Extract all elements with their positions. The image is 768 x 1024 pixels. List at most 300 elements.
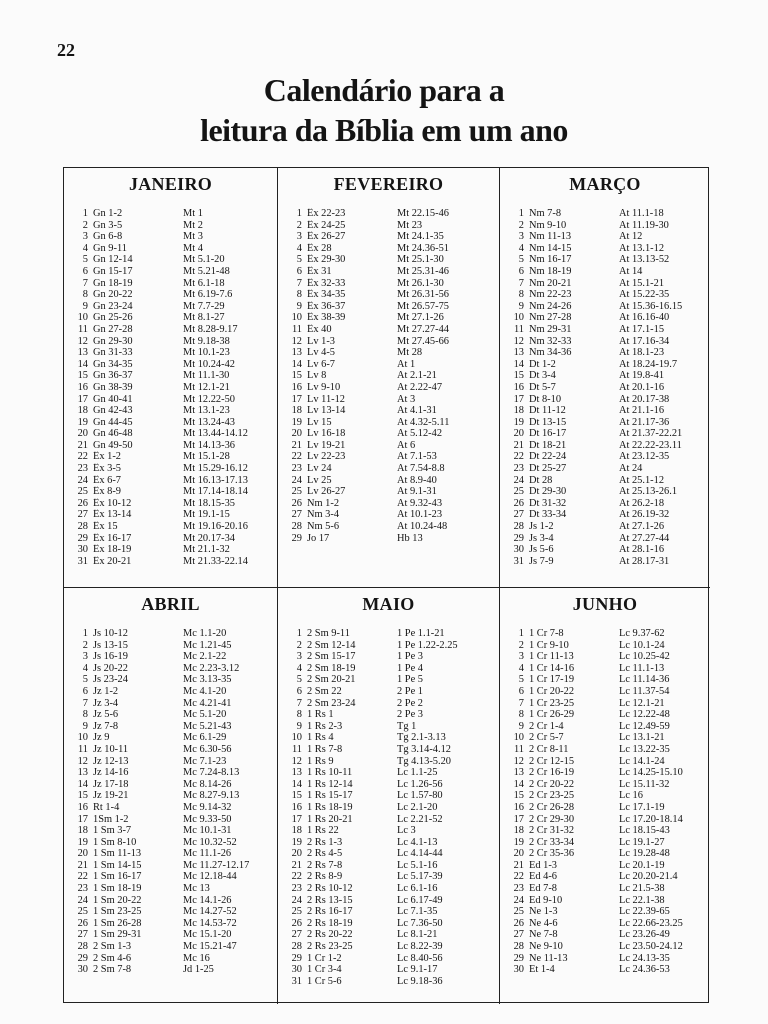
day-number: 30 xyxy=(513,964,524,976)
reading-new-testament: Mt 12.1-21 xyxy=(183,381,230,393)
reading-old-testament: Ed 1-3 xyxy=(529,859,557,871)
reading-old-testament: 1 Sm 3-7 xyxy=(93,825,132,837)
reading-new-testament: Mt 8.1-27 xyxy=(183,312,225,324)
reading-row xyxy=(506,533,708,545)
reading-new-testament: Lc 19.1-27 xyxy=(619,836,665,848)
reading-old-testament: Nm 16-17 xyxy=(529,254,572,266)
reading-row xyxy=(70,509,275,521)
reading-old-testament: 1 Rs 12-14 xyxy=(307,778,353,790)
day-number: 20 xyxy=(77,428,88,440)
reading-row xyxy=(284,663,497,675)
reading-old-testament: 2 Rs 7-8 xyxy=(307,859,343,871)
reading-old-testament: Gn 1-2 xyxy=(93,208,123,219)
reading-old-testament: Gn 34-35 xyxy=(93,358,133,370)
reading-new-testament: At 25.1-12 xyxy=(619,474,665,486)
reading-row xyxy=(506,405,708,417)
day-number: 29 xyxy=(513,952,524,964)
reading-old-testament: 2 Cr 5-7 xyxy=(529,732,564,744)
day-number: 21 xyxy=(513,439,524,451)
reading-row xyxy=(284,440,497,452)
reading-new-testament: Lc 22.39-65 xyxy=(619,906,670,918)
day-number: 1 xyxy=(82,628,88,639)
day-number: 9 xyxy=(518,720,524,732)
day-number: 12 xyxy=(513,755,524,767)
reading-row xyxy=(70,254,275,266)
reading-new-testament: Lc 10.1-24 xyxy=(619,639,665,651)
reading-old-testament: Gn 25-26 xyxy=(93,312,133,324)
reading-old-testament: 2 Rs 1-3 xyxy=(307,836,343,848)
reading-list xyxy=(506,628,708,976)
month-panel-janeiro xyxy=(64,168,278,588)
reading-row xyxy=(70,964,275,976)
reading-old-testament: 1 Sm 23-25 xyxy=(93,906,142,918)
day-number: 21 xyxy=(77,859,88,871)
reading-row xyxy=(284,744,497,756)
reading-new-testament: Lc 3 xyxy=(397,825,416,837)
reading-old-testament: 1Sm 1-2 xyxy=(93,813,129,825)
reading-old-testament: 2 Cr 29-30 xyxy=(529,813,575,825)
day-number: 10 xyxy=(513,732,524,744)
day-number: 28 xyxy=(513,941,524,953)
reading-row xyxy=(70,266,275,278)
reading-old-testament: Jz 19-21 xyxy=(93,790,129,802)
reading-row xyxy=(506,451,708,463)
reading-old-testament: Lv 24 xyxy=(307,463,332,475)
reading-row xyxy=(506,544,708,556)
reading-row xyxy=(284,941,497,953)
reading-row xyxy=(506,953,708,965)
day-number: 19 xyxy=(513,836,524,848)
day-number: 29 xyxy=(291,952,302,964)
reading-new-testament: Mt 17.14-18.14 xyxy=(183,486,248,498)
reading-old-testament: Êx 31 xyxy=(307,265,332,277)
reading-new-testament: At 28.1-16 xyxy=(619,544,665,556)
day-number: 11 xyxy=(513,743,524,755)
reading-row xyxy=(506,906,708,918)
day-number: 3 xyxy=(518,231,524,243)
reading-old-testament: 2 Cr 33-34 xyxy=(529,836,575,848)
reading-old-testament: Lv 22-23 xyxy=(307,451,346,463)
reading-row xyxy=(70,533,275,545)
reading-old-testament: Lv 8 xyxy=(307,370,327,382)
reading-row xyxy=(70,475,275,487)
month-title: FEVEREIRO xyxy=(333,174,444,194)
reading-new-testament: Mt 21.33-22.14 xyxy=(183,555,248,567)
reading-row xyxy=(506,301,708,313)
reading-row xyxy=(70,779,275,791)
reading-new-testament: Mt 28 xyxy=(397,347,423,359)
reading-old-testament: Lv 25 xyxy=(307,474,332,486)
reading-new-testament: Lc 23.50-24.12 xyxy=(619,941,683,953)
day-number: 7 xyxy=(82,277,88,289)
reading-new-testament: Mc 2.23-3.12 xyxy=(183,662,240,674)
reading-new-testament: Mt 14.13-36 xyxy=(183,439,235,451)
reading-new-testament: Mt 13.44-14.12 xyxy=(183,428,248,440)
reading-new-testament: Lc 10.25-42 xyxy=(619,651,670,663)
day-number: 16 xyxy=(513,381,524,393)
day-number: 15 xyxy=(513,370,524,382)
reading-new-testament: At 20.1-16 xyxy=(619,381,665,393)
reading-old-testament: Gn 23-24 xyxy=(93,300,133,312)
reading-new-testament: Lc 17.20-18.14 xyxy=(619,813,683,825)
day-number: 28 xyxy=(291,521,302,533)
day-number: 7 xyxy=(82,697,88,709)
reading-row xyxy=(506,394,708,406)
reading-row xyxy=(70,883,275,895)
day-number: 16 xyxy=(77,381,88,393)
reading-old-testament: Lv 1-3 xyxy=(307,335,335,347)
reading-row xyxy=(506,628,708,640)
day-number: 17 xyxy=(513,813,524,825)
day-number: 4 xyxy=(296,662,302,674)
reading-row xyxy=(70,220,275,232)
reading-old-testament: Êx 36-37 xyxy=(307,300,346,312)
day-number: 28 xyxy=(291,941,302,953)
reading-old-testament: Nm 32-33 xyxy=(529,335,572,347)
reading-row xyxy=(284,336,497,348)
reading-row xyxy=(506,324,708,336)
reading-new-testament: Mt 19.16-20.16 xyxy=(183,521,248,533)
day-number: 1 xyxy=(518,208,524,219)
reading-new-testament: Tg 4.13-5.20 xyxy=(397,755,451,767)
reading-row xyxy=(284,779,497,791)
reading-new-testament: Tg 2.1-3.13 xyxy=(397,732,446,744)
reading-new-testament: At 5.12-42 xyxy=(397,428,443,440)
reading-new-testament: Lc 1.1-25 xyxy=(397,767,438,779)
reading-new-testament: At 26.19-32 xyxy=(619,509,670,521)
day-number: 29 xyxy=(291,532,302,544)
day-number: 1 xyxy=(296,628,302,639)
reading-new-testament: Mt 5.1-20 xyxy=(183,254,225,266)
reading-row xyxy=(506,278,708,290)
reading-new-testament: Lc 9.18-36 xyxy=(397,975,443,987)
month-panel-marco xyxy=(500,168,710,588)
reading-new-testament: At 9.1-31 xyxy=(397,486,437,498)
day-number: 25 xyxy=(77,906,88,918)
day-number: 11 xyxy=(513,323,524,335)
reading-row xyxy=(506,336,708,348)
day-number: 19 xyxy=(291,416,302,428)
reading-row xyxy=(506,709,708,721)
day-number: 12 xyxy=(513,335,524,347)
day-number: 23 xyxy=(291,463,302,475)
reading-row xyxy=(70,243,275,255)
reading-row xyxy=(506,929,708,941)
reading-row xyxy=(284,860,497,872)
reading-row xyxy=(284,709,497,721)
reading-old-testament: Nm 3-4 xyxy=(307,509,340,521)
reading-new-testament: Lc 23.26-49 xyxy=(619,929,670,941)
day-number: 16 xyxy=(77,801,88,813)
reading-new-testament: Mt 13.24-43 xyxy=(183,416,235,428)
reading-old-testament: Êx 6-7 xyxy=(93,474,121,486)
reading-old-testament: Dt 11-12 xyxy=(529,405,566,417)
day-number: 14 xyxy=(291,778,302,790)
reading-new-testament: At 13.1-12 xyxy=(619,242,665,254)
reading-new-testament: Lc 2.21-52 xyxy=(397,813,443,825)
day-number: 2 xyxy=(82,219,88,231)
reading-new-testament: At 26.2-18 xyxy=(619,497,665,509)
day-number: 11 xyxy=(291,743,302,755)
day-number: 23 xyxy=(291,883,302,895)
reading-row xyxy=(284,732,497,744)
reading-new-testament: Mc 10.1-31 xyxy=(183,825,232,837)
reading-old-testament: 1 Rs 1 xyxy=(307,709,334,721)
reading-row xyxy=(70,440,275,452)
reading-new-testament: Lc 22.1-38 xyxy=(619,894,665,906)
reading-old-testament: 1 Sm 20-22 xyxy=(93,894,142,906)
reading-row xyxy=(506,686,708,698)
reading-row xyxy=(70,814,275,826)
reading-new-testament: Lc 11.14-36 xyxy=(619,674,670,686)
reading-old-testament: 1 Cr 7-8 xyxy=(529,628,564,639)
day-number: 27 xyxy=(291,509,302,521)
reading-row xyxy=(284,628,497,640)
day-number: 17 xyxy=(77,393,88,405)
day-number: 15 xyxy=(77,370,88,382)
reading-old-testament: Js 13-15 xyxy=(93,639,128,651)
page-title-line-2: leitura da Bíblia em um ano xyxy=(200,112,568,148)
reading-old-testament: Dt 3-4 xyxy=(529,370,556,382)
reading-old-testament: Êx 8-9 xyxy=(93,486,121,498)
reading-old-testament: Lv 6-7 xyxy=(307,358,335,370)
day-number: 8 xyxy=(518,289,524,301)
reading-old-testament: 2 Rs 8-9 xyxy=(307,871,343,883)
day-number: 25 xyxy=(513,906,524,918)
reading-row xyxy=(70,405,275,417)
reading-new-testament: At 4.1-31 xyxy=(397,405,437,417)
day-number: 13 xyxy=(513,767,524,779)
reading-new-testament: Mt 25.31-46 xyxy=(397,265,449,277)
reading-row xyxy=(284,370,497,382)
reading-row xyxy=(284,382,497,394)
reading-row xyxy=(284,918,497,930)
reading-row xyxy=(284,289,497,301)
month-panel-abril xyxy=(64,588,278,1004)
reading-new-testament: Lc 16 xyxy=(619,790,643,802)
reading-new-testament: Mc 2.1-22 xyxy=(183,651,227,663)
reading-new-testament: At 23.12-35 xyxy=(619,451,670,463)
day-number: 5 xyxy=(518,674,524,686)
reading-row xyxy=(70,312,275,324)
reading-new-testament: Lc 4.1-13 xyxy=(397,836,438,848)
reading-new-testament: 1 Pe 5 xyxy=(397,674,423,686)
reading-new-testament: Lc 7.36-50 xyxy=(397,917,443,929)
reading-old-testament: 2 Sm 12-14 xyxy=(307,639,356,651)
day-number: 18 xyxy=(513,825,524,837)
reading-new-testament: Mt 27.45-66 xyxy=(397,335,449,347)
reading-new-testament: Mt 26.1-30 xyxy=(397,277,444,289)
reading-new-testament: Mt 15.29-16.12 xyxy=(183,463,248,475)
reading-new-testament: Mc 10.32-52 xyxy=(183,836,237,848)
page-number: 22 xyxy=(57,40,75,60)
reading-new-testament: Mc 9.14-32 xyxy=(183,801,232,813)
reading-old-testament: Êx 1-2 xyxy=(93,451,121,463)
reading-old-testament: Ed 7-8 xyxy=(529,883,557,895)
reading-list xyxy=(284,208,497,544)
reading-new-testament: Mt 26.31-56 xyxy=(397,289,449,301)
day-number: 24 xyxy=(291,894,302,906)
reading-old-testament: Gn 27-28 xyxy=(93,323,133,335)
reading-row xyxy=(70,906,275,918)
reading-row xyxy=(506,289,708,301)
reading-old-testament: 1 Rs 4 xyxy=(307,732,334,744)
reading-old-testament: Js 1-2 xyxy=(529,521,554,533)
reading-new-testament: Mt 10.24-42 xyxy=(183,358,235,370)
day-number: 10 xyxy=(77,732,88,744)
reading-row xyxy=(284,756,497,768)
reading-row xyxy=(506,486,708,498)
reading-row xyxy=(284,698,497,710)
day-number: 14 xyxy=(77,778,88,790)
reading-row xyxy=(70,674,275,686)
day-number: 18 xyxy=(513,405,524,417)
reading-new-testament: Lc 5.1-16 xyxy=(397,859,438,871)
reading-row xyxy=(284,208,497,220)
day-number: 8 xyxy=(296,289,302,301)
reading-row xyxy=(506,848,708,860)
reading-new-testament: At 9.32-43 xyxy=(397,497,443,509)
reading-old-testament: Gn 6-8 xyxy=(93,231,123,243)
reading-row xyxy=(284,640,497,652)
reading-old-testament: Jz 7-8 xyxy=(93,720,119,732)
reading-new-testament: At 14 xyxy=(619,265,643,277)
day-number: 3 xyxy=(518,651,524,663)
day-number: 29 xyxy=(513,532,524,544)
reading-new-testament: At 15.22-35 xyxy=(619,289,670,301)
reading-new-testament: Mc 15.21-47 xyxy=(183,941,237,953)
reading-row xyxy=(70,767,275,779)
reading-row xyxy=(284,509,497,521)
day-number: 29 xyxy=(77,952,88,964)
reading-row xyxy=(70,359,275,371)
reading-new-testament: At 18.1-23 xyxy=(619,347,665,359)
day-number: 9 xyxy=(518,300,524,312)
reading-old-testament: Et 1-4 xyxy=(529,964,555,976)
day-number: 13 xyxy=(291,347,302,359)
reading-row xyxy=(70,628,275,640)
reading-row xyxy=(70,394,275,406)
reading-old-testament: Gn 42-43 xyxy=(93,405,133,417)
reading-row xyxy=(506,440,708,452)
reading-old-testament: 1 Rs 7-8 xyxy=(307,743,343,755)
reading-new-testament: At 15.36-16.15 xyxy=(619,300,683,312)
reading-row xyxy=(70,347,275,359)
reading-new-testament: At 10.1-23 xyxy=(397,509,443,521)
reading-row xyxy=(70,208,275,220)
reading-new-testament: Lc 24.36-53 xyxy=(619,964,670,976)
reading-row xyxy=(506,871,708,883)
day-number: 18 xyxy=(291,405,302,417)
reading-row xyxy=(506,417,708,429)
reading-new-testament: Mt 4 xyxy=(183,242,203,254)
reading-new-testament: At 19.8-41 xyxy=(619,370,665,382)
day-number: 3 xyxy=(296,651,302,663)
reading-new-testament: Mt 10.1-23 xyxy=(183,347,230,359)
reading-old-testament: Js 10-12 xyxy=(93,628,128,639)
day-number: 6 xyxy=(82,685,88,697)
reading-row xyxy=(506,941,708,953)
reading-new-testament: Lc 5.17-39 xyxy=(397,871,443,883)
reading-new-testament: Mc 4.21-41 xyxy=(183,697,232,709)
reading-row xyxy=(284,871,497,883)
reading-new-testament: At 27.27-44 xyxy=(619,532,670,544)
reading-row xyxy=(284,254,497,266)
reading-row xyxy=(284,312,497,324)
reading-row xyxy=(506,918,708,930)
reading-new-testament: Lc 22.66-23.25 xyxy=(619,917,683,929)
day-number: 25 xyxy=(513,486,524,498)
day-number: 2 xyxy=(518,639,524,651)
reading-row xyxy=(284,405,497,417)
reading-new-testament: At 7.54-8.8 xyxy=(397,463,445,475)
reading-new-testament: At 6 xyxy=(397,439,416,451)
reading-new-testament: At 10.24-48 xyxy=(397,521,448,533)
day-number: 2 xyxy=(296,219,302,231)
reading-old-testament: 1 Sm 11-13 xyxy=(93,848,142,860)
reading-old-testament: Ed 9-10 xyxy=(529,894,563,906)
reading-old-testament: Êx 13-14 xyxy=(93,509,132,521)
reading-row xyxy=(70,463,275,475)
day-number: 1 xyxy=(296,208,302,219)
reading-old-testament: Dt 1-2 xyxy=(529,358,556,370)
reading-row xyxy=(506,220,708,232)
reading-new-testament: Lc 12.49-59 xyxy=(619,720,670,732)
reading-new-testament: Lc 20.1-19 xyxy=(619,859,665,871)
reading-old-testament: 2 Cr 26-28 xyxy=(529,801,575,813)
day-number: 6 xyxy=(296,265,302,277)
day-number: 17 xyxy=(291,393,302,405)
reading-new-testament: Mt 6.1-18 xyxy=(183,277,225,289)
reading-new-testament: Mt 21.1-32 xyxy=(183,544,230,556)
day-number: 11 xyxy=(291,323,302,335)
reading-old-testament: 2 Rs 23-25 xyxy=(307,941,353,953)
reading-old-testament: 2 Cr 35-36 xyxy=(529,848,575,860)
reading-old-testament: 1 Rs 2-3 xyxy=(307,720,343,732)
reading-row xyxy=(284,324,497,336)
reading-row xyxy=(506,744,708,756)
day-number: 27 xyxy=(77,929,88,941)
reading-row xyxy=(284,359,497,371)
reading-old-testament: 1 Cr 1-2 xyxy=(307,952,342,964)
day-number: 26 xyxy=(291,917,302,929)
reading-old-testament: Gn 9-11 xyxy=(93,242,127,254)
reading-new-testament: Lc 15.11-32 xyxy=(619,778,670,790)
reading-new-testament: At 15.1-21 xyxy=(619,277,665,289)
reading-new-testament: Mt 19.1-15 xyxy=(183,509,230,521)
reading-new-testament: Lc 13.1-21 xyxy=(619,732,665,744)
reading-new-testament: At 21.37-22.21 xyxy=(619,428,683,440)
day-number: 9 xyxy=(82,720,88,732)
day-number: 10 xyxy=(291,732,302,744)
reading-row xyxy=(284,814,497,826)
month-title: JANEIRO xyxy=(128,174,213,194)
reading-row xyxy=(506,243,708,255)
reading-new-testament: Mc 11.27-12.17 xyxy=(183,859,250,871)
reading-old-testament: 2 Rs 20-22 xyxy=(307,929,353,941)
reading-new-testament: Lc 12.22-48 xyxy=(619,709,670,721)
reading-new-testament: Lc 18.15-43 xyxy=(619,825,670,837)
reading-old-testament: 1 Rs 10-11 xyxy=(307,767,353,779)
reading-old-testament: Nm 24-26 xyxy=(529,300,572,312)
day-number: 3 xyxy=(82,651,88,663)
day-number: 23 xyxy=(513,883,524,895)
reading-old-testament: Gn 38-39 xyxy=(93,381,133,393)
reading-old-testament: Jz 17-18 xyxy=(93,778,129,790)
day-number: 5 xyxy=(296,674,302,686)
reading-row xyxy=(284,220,497,232)
reading-old-testament: Lv 16-18 xyxy=(307,428,346,440)
